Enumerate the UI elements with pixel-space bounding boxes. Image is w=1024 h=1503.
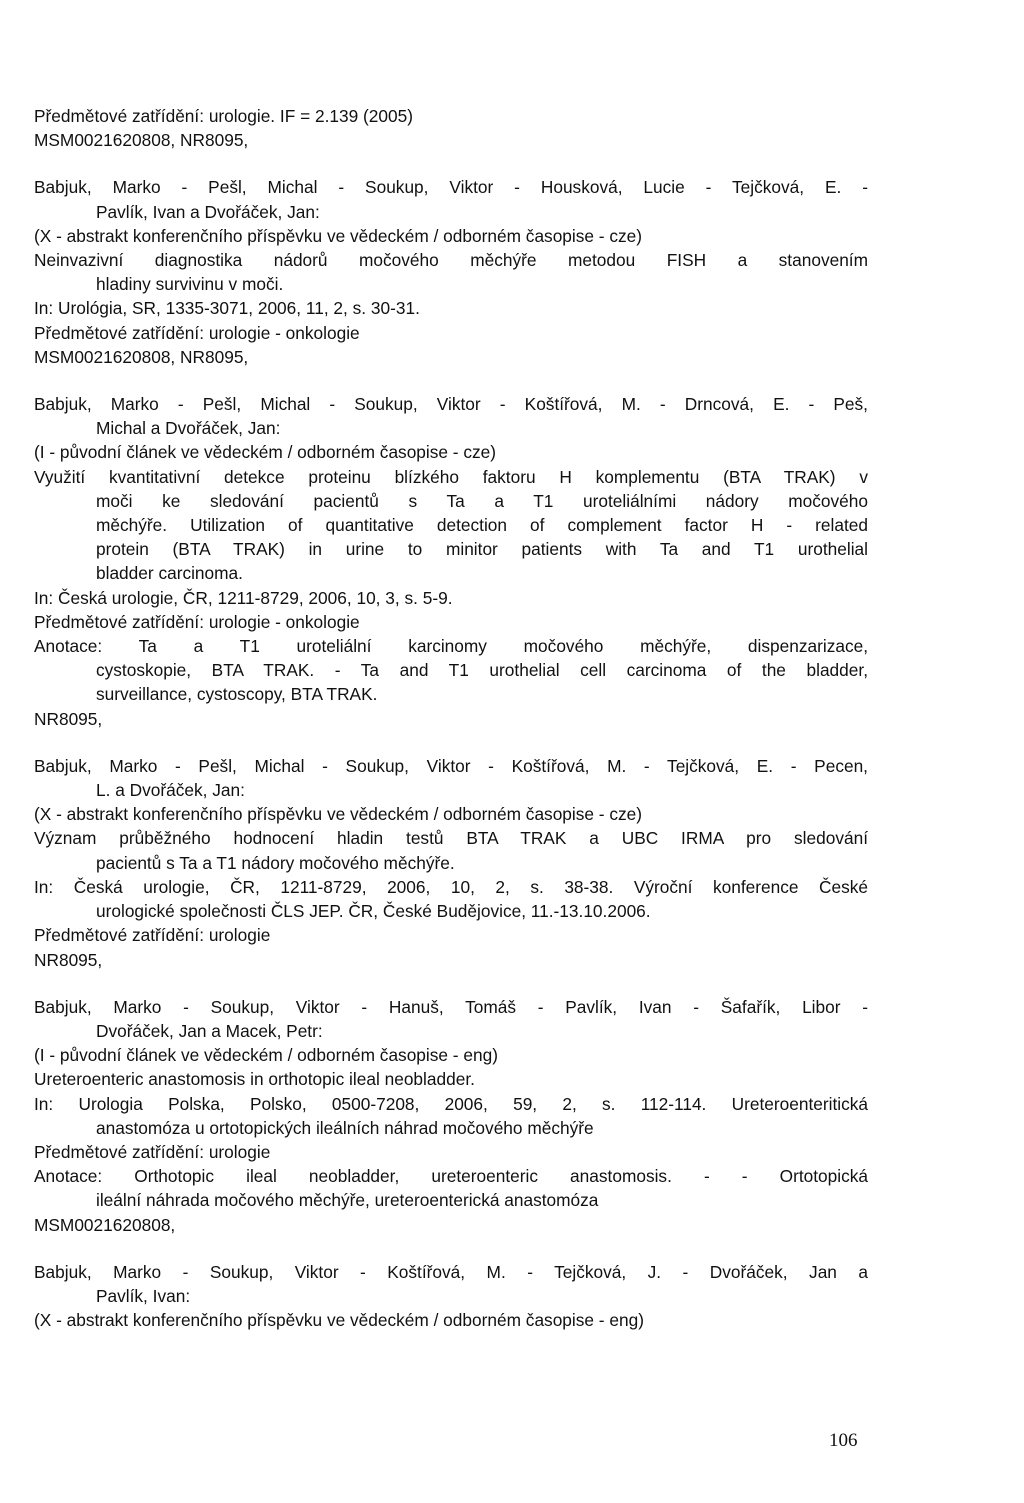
entry-authors: Babjuk, Marko - Soukup, Viktor - Koštířová, M. - Tejčková, J. - Dvořáček, Jan a [34,1261,868,1282]
entry-grant: MSM0021620808, [34,1214,176,1235]
top-record-tail [34,104,868,152]
entry-title-cont: pacientů s Ta a T1 nádory močového měchýře. [96,852,455,873]
entry-title-cont: protein (BTA TRAK) in urine to minitor patients with Ta and T1 urothelial [96,539,868,560]
entry-authors-cont: Pavlík, Ivan: [96,1285,191,1306]
bibliography-page [34,104,868,1332]
entry-authors-cont: Dvořáček, Jan a Macek, Petr: [96,1020,323,1041]
entry-title-cont: měchýře. Utilization of quantitative detection of complement factor H - related [96,515,868,536]
bibliography-entry [34,1260,868,1333]
entry-type: (I - původní článek ve vědeckém / odborném časopise - eng) [34,1045,498,1066]
entry-authors-cont: Michal a Dvořáček, Jan: [96,418,281,439]
entry-grant: NR8095, [34,708,103,729]
entry-title-cont: hladiny survivinu v moči. [96,274,284,295]
entry-source: In: Urologia Polska, Polsko, 0500-7208, 2006, 59, 2, s. 112-114. Ureteroenteritická [34,1093,868,1114]
entry-grant: NR8095, [34,949,103,970]
entry-authors-cont: L. a Dvořáček, Jan: [96,780,245,801]
entry-type: (X - abstrakt konferenčního příspěvku ve vědeckém / odborném časopise - cze) [34,804,643,825]
entry-authors: Babjuk, Marko - Pešl, Michal - Soukup, Viktor - Housková, Lucie - Tejčková, E. - [34,177,868,198]
grant-codes: MSM0021620808, NR8095, [34,130,249,151]
entry-type: (X - abstrakt konferenčního příspěvku ve vědeckém / odborném časopise - eng) [34,1310,644,1331]
entry-title-cont: bladder carcinoma. [96,563,243,584]
entry-title: Využití kvantitativní detekce proteinu blízkého faktoru H komplementu (BTA TRAK) v [34,466,868,487]
entry-authors-cont: Pavlík, Ivan a Dvořáček, Jan: [96,201,320,222]
entry-source-cont: anastomóza u ortotopických ileálních náhrad močového měchýře [96,1117,594,1138]
entry-subject: Předmětové zatřídění: urologie [34,1141,271,1162]
entry-source: In: Česká urologie, ČR, 1211-8729, 2006, 10, 3, s. 5-9. [34,587,453,608]
entry-authors: Babjuk, Marko - Pešl, Michal - Soukup, Viktor - Koštířová, M. - Drncová, E. - Peš, [34,394,868,415]
entry-title-cont: moči ke sledování pacientů s Ta a T1 uroteliálními nádory močového [96,490,868,511]
entry-source: In: Urológia, SR, 1335-3071, 2006, 11, 2, s. 30-31. [34,298,420,319]
entry-annotation-cont: ileální náhrada močového měchýře, ureteroenterická anastomóza [96,1190,599,1211]
entry-authors: Babjuk, Marko - Pešl, Michal - Soukup, Viktor - Koštířová, M. - Tejčková, E. - Pecen, [34,755,868,776]
entry-subject: Předmětové zatřídění: urologie - onkologie [34,322,360,343]
subject-classification: Předmětové zatřídění: urologie. IF = 2.139 (2005) [34,106,413,126]
entry-title: Neinvazivní diagnostika nádorů močového měchýře metodou FISH a stanovením [34,250,868,271]
entry-source: In: Česká urologie, ČR, 1211-8729, 2006, 10, 2, s. 38-38. Výroční konference České [34,876,868,897]
entry-subject: Předmětové zatřídění: urologie [34,925,271,946]
page-number: 106 [829,1430,858,1451]
entry-source-cont: urologické společnosti ČLS JEP. ČR, České Budějovice, 11.-13.10.2006. [96,901,651,922]
bibliography-entry [34,754,868,972]
entry-grant: MSM0021620808, NR8095, [34,346,249,367]
entry-title: Význam průběžného hodnocení hladin testů BTA TRAK a UBC IRMA pro sledování [34,828,868,849]
entry-type: (X - abstrakt konferenčního příspěvku ve vědeckém / odborném časopise - cze) [34,225,643,246]
entry-subject: Předmětové zatřídění: urologie - onkologie [34,611,360,632]
entry-annotation: Anotace: Ta a T1 uroteliální karcinomy močového měchýře, dispenzarizace, [34,636,868,657]
bibliography-entry [34,995,868,1237]
entry-type: (I - původní článek ve vědeckém / odborném časopise - cze) [34,442,497,463]
entry-annotation-cont: surveillance, cystoscopy, BTA TRAK. [96,684,378,705]
entry-title: Ureteroenteric anastomosis in orthotopic ileal neobladder. [34,1069,475,1090]
bibliography-entry [34,392,868,731]
entry-annotation: Anotace: Orthotopic ileal neobladder, ureteroenteric anastomosis. - - Ortotopická [34,1166,868,1187]
bibliography-entry [34,175,868,369]
entry-annotation-cont: cystoskopie, BTA TRAK. - Ta and T1 urothelial cell carcinoma of the bladder, [96,660,868,681]
entry-authors: Babjuk, Marko - Soukup, Viktor - Hanuš, Tomáš - Pavlík, Ivan - Šafařík, Libor - [34,996,868,1017]
